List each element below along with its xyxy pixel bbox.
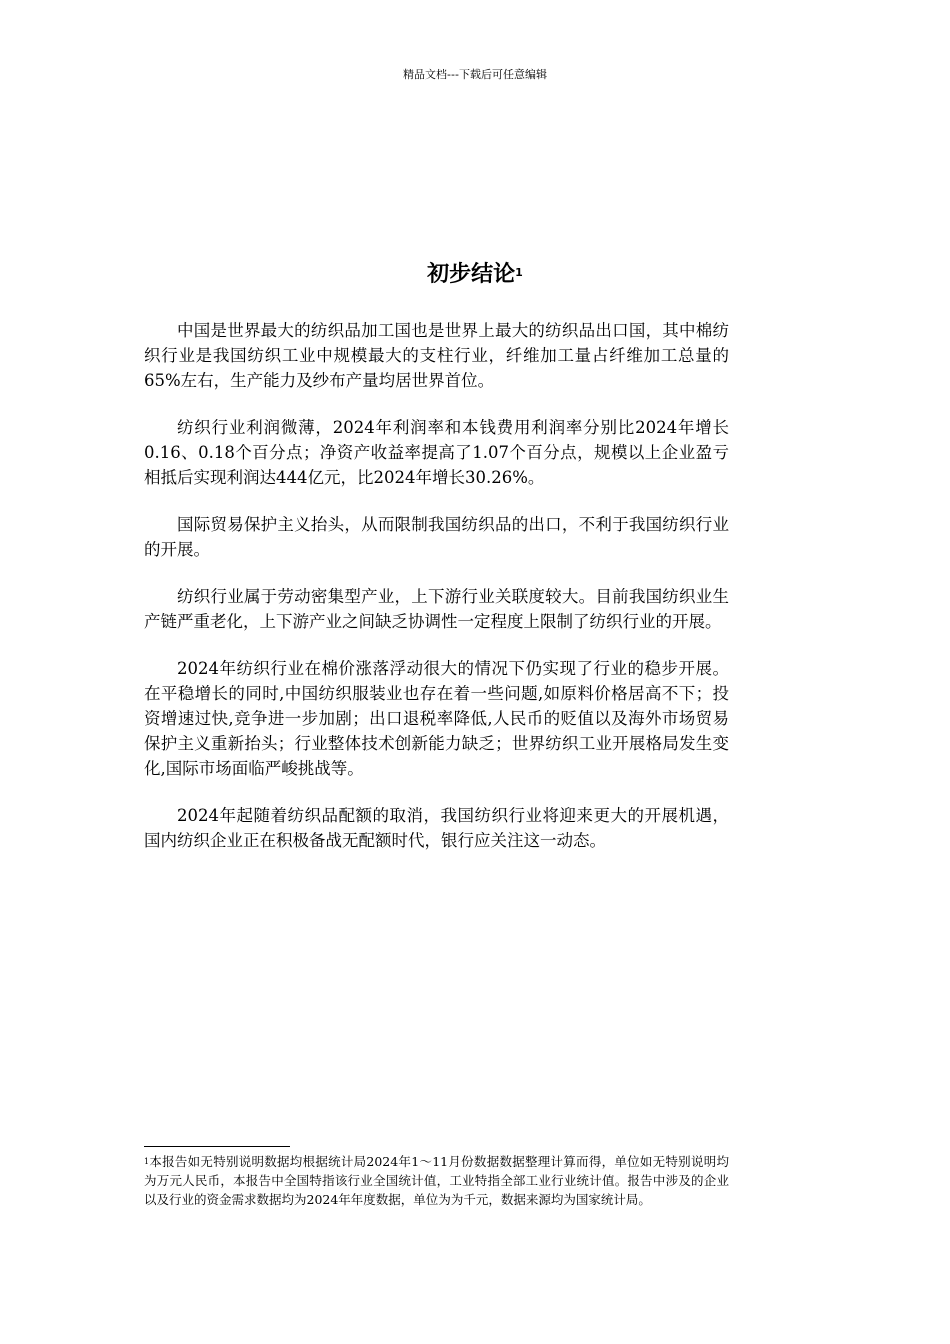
paragraph-6: 2024年起随着纺织品配额的取消，我国纺织行业将迎来更大的开展机遇，国内纺织企业正在积极备战无配额时代，银行应关注这一动态。 [144,806,729,850]
footnote-text: 本报告如无特别说明数据均根据统计局2024年1～11月份数据数据整理计算而得，单位如无特别说明均为万元人民币，本报告中全国特指该行业全国统计值，工业特指全部工业行业统计值。报告中涉及的企业以及行业的资金需求数据均为2024年年度数据，单位为为千元，数据来源均为国家统计局。 [144,1154,729,1207]
paragraph-3: 国际贸易保护主义抬头，从而限制我国纺织品的出口，不利于我国纺织行业的开展。 [144,515,729,559]
title-footnote-ref[interactable]: 1 [515,266,523,279]
title-text: 初步结论 [427,262,516,287]
paragraph-5: 2024年纺织行业在棉价涨落浮动很大的情况下仍实现了行业的稳步开展。在平稳增长的同时,中国纺织服装业也存在着一些问题,如原料价格居高不下；投资增速过快,竞争进一步加剧；出口退税率降低,人民币的贬值以及海外市场贸易保护主义重新抬头；行业整体技术创新能力缺乏；世界纺织工业开展格局发生变化,国际市场面临严峻挑战等。 [144,659,729,778]
footnote-separator [144,1146,290,1147]
paragraph-2: 纺织行业利润微薄，2024年利润率和本钱费用利润率分别比2024年增长0.16、0.18个百分点；净资产收益率提高了1.07个百分点，规模以上企业盈亏相抵后实现利润达444亿元，比2024年增长30.26%。 [144,418,729,487]
footnote-marker: 1 [144,1157,150,1166]
footnote [144,1152,729,1209]
paragraph-1: 中国是世界最大的纺织品加工国也是世界上最大的纺织品出口国，其中棉纺织行业是我国纺织工业中规模最大的支柱行业，纤维加工量占纤维加工总量的65%左右，生产能力及纱布产量均居世界首位。 [144,321,729,390]
page-header: 精品文档---下载后可任意编辑 [403,68,547,81]
paragraph-4: 纺织行业属于劳动密集型产业，上下游行业关联度较大。目前我国纺织业生产链严重老化，上下游产业之间缺乏协调性一定程度上限制了纺织行业的开展。 [144,587,729,631]
document-body [144,318,729,875]
page-title [0,258,950,292]
